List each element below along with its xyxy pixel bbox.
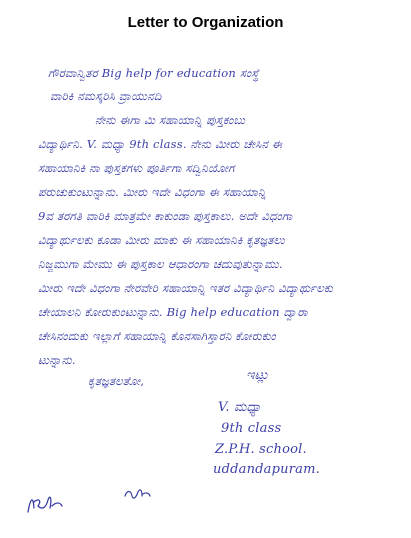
letter-line-4: ವಿದ್ಯಾರ್ಥಿನಿ. V. ಮಧ್ಯಾ 9th class. ನೇನು ಮೀರು ಚೇಸಿನ ಈ (38, 137, 283, 151)
letter-line-5: ಸಹಾಯಾನಿಕಿ ನಾ ಪುಸ್ತಕಗಳು ಪೂರ್ತಿಗಾ ಸದ್ವಿನಿಯೋಗ (38, 161, 235, 175)
letter-line-9: ನಿಜ್ಜಮುಗಾ ಮೇಮು ಈ ಪುಸ್ತಕಾಲ ಆಧಾರಂಗಾ ಚದುವುತುನ್ನಾಮು. (38, 257, 283, 271)
letter-line-13: ಟುನ್ನಾನು. (38, 353, 76, 367)
initials-left-scribble (24, 490, 66, 520)
signature-class: 9th class (221, 421, 282, 436)
letter-line-8: ವಿದ್ಯಾರ್ಥುಲಕು ಕೂಡಾ ಮೀರು ಮಾಕು ಈ ಸಹಾಯಾನಿಕಿ ಕೃತಜ್ಞತಲು (38, 233, 285, 247)
page-title: Letter to Organization (127, 14, 284, 31)
letter-line-11: ಚೇಯಾಲನಿ ಕೋರುಕುಂಟುನ್ನಾನು. Big help education ದ್ವಾರಾ (38, 305, 308, 319)
letter-line-14: ಕೃತಜ್ಞತಲತೋ, (88, 374, 145, 388)
letter-line-2: ವಾರಿಕಿ ನಮಸ್ಕರಿಸಿ ವ್ರಾಯುನದಿ (50, 89, 162, 103)
letter-line-10: ಮೀರು ಇದೇ ವಿಧಂಗಾ ನೇರವೇರಿ ಸಹಾಯಾನ್ನಿ ಇತರ ವಿದ್ಯಾರ್ಥಿನಿ ವಿದ್ಯಾರ್ಥುಲಕು (38, 281, 334, 295)
letter-line-3: ನೇನು ಈಗಾ ಮಿ ಸಹಾಯಾನ್ನಿ ಪುಸ್ತಕಂಬು (95, 113, 246, 127)
letter-line-12: ಚೇಸಿನಂದುಕು ಇಲ್ಲಾಗೆ ಸಹಾಯಾನ್ನಿ ಕೊನಸಾಗಿಸ್ತಾರನಿ ಕೋರುಕುಂ (38, 329, 276, 343)
letter-line-7: 9ವ ತರಗತಿ ವಾರಿಕಿ ಮಾತ್ರಮೇ ಕಾಕುಂಡಾ ಪುಸ್ತಕಾಲು. ಅದೇ ವಿಧಂಗಾ (38, 209, 293, 223)
letter-line-1: ಗೌರವಾನ್ವಿತರ Big help for education ಸಂಸ್ಥೆ (48, 66, 260, 80)
closing-label: ಇಟ್ಲು (246, 368, 270, 383)
signature-school: Z.P.H. school. (215, 442, 307, 457)
letter-line-6: ಪರುಚುಕುಂಟುನ್ನಾನು. ಮೀರು ಇದೇ ವಿಧಂಗಾ ಈ ಸಹಾಯಾನ್ನಿ (38, 185, 267, 199)
initials-right-scribble (122, 484, 152, 504)
signature-name: V. ಮಧ್ಯಾ (218, 400, 262, 415)
signature-place: uddandapuram. (213, 462, 320, 477)
